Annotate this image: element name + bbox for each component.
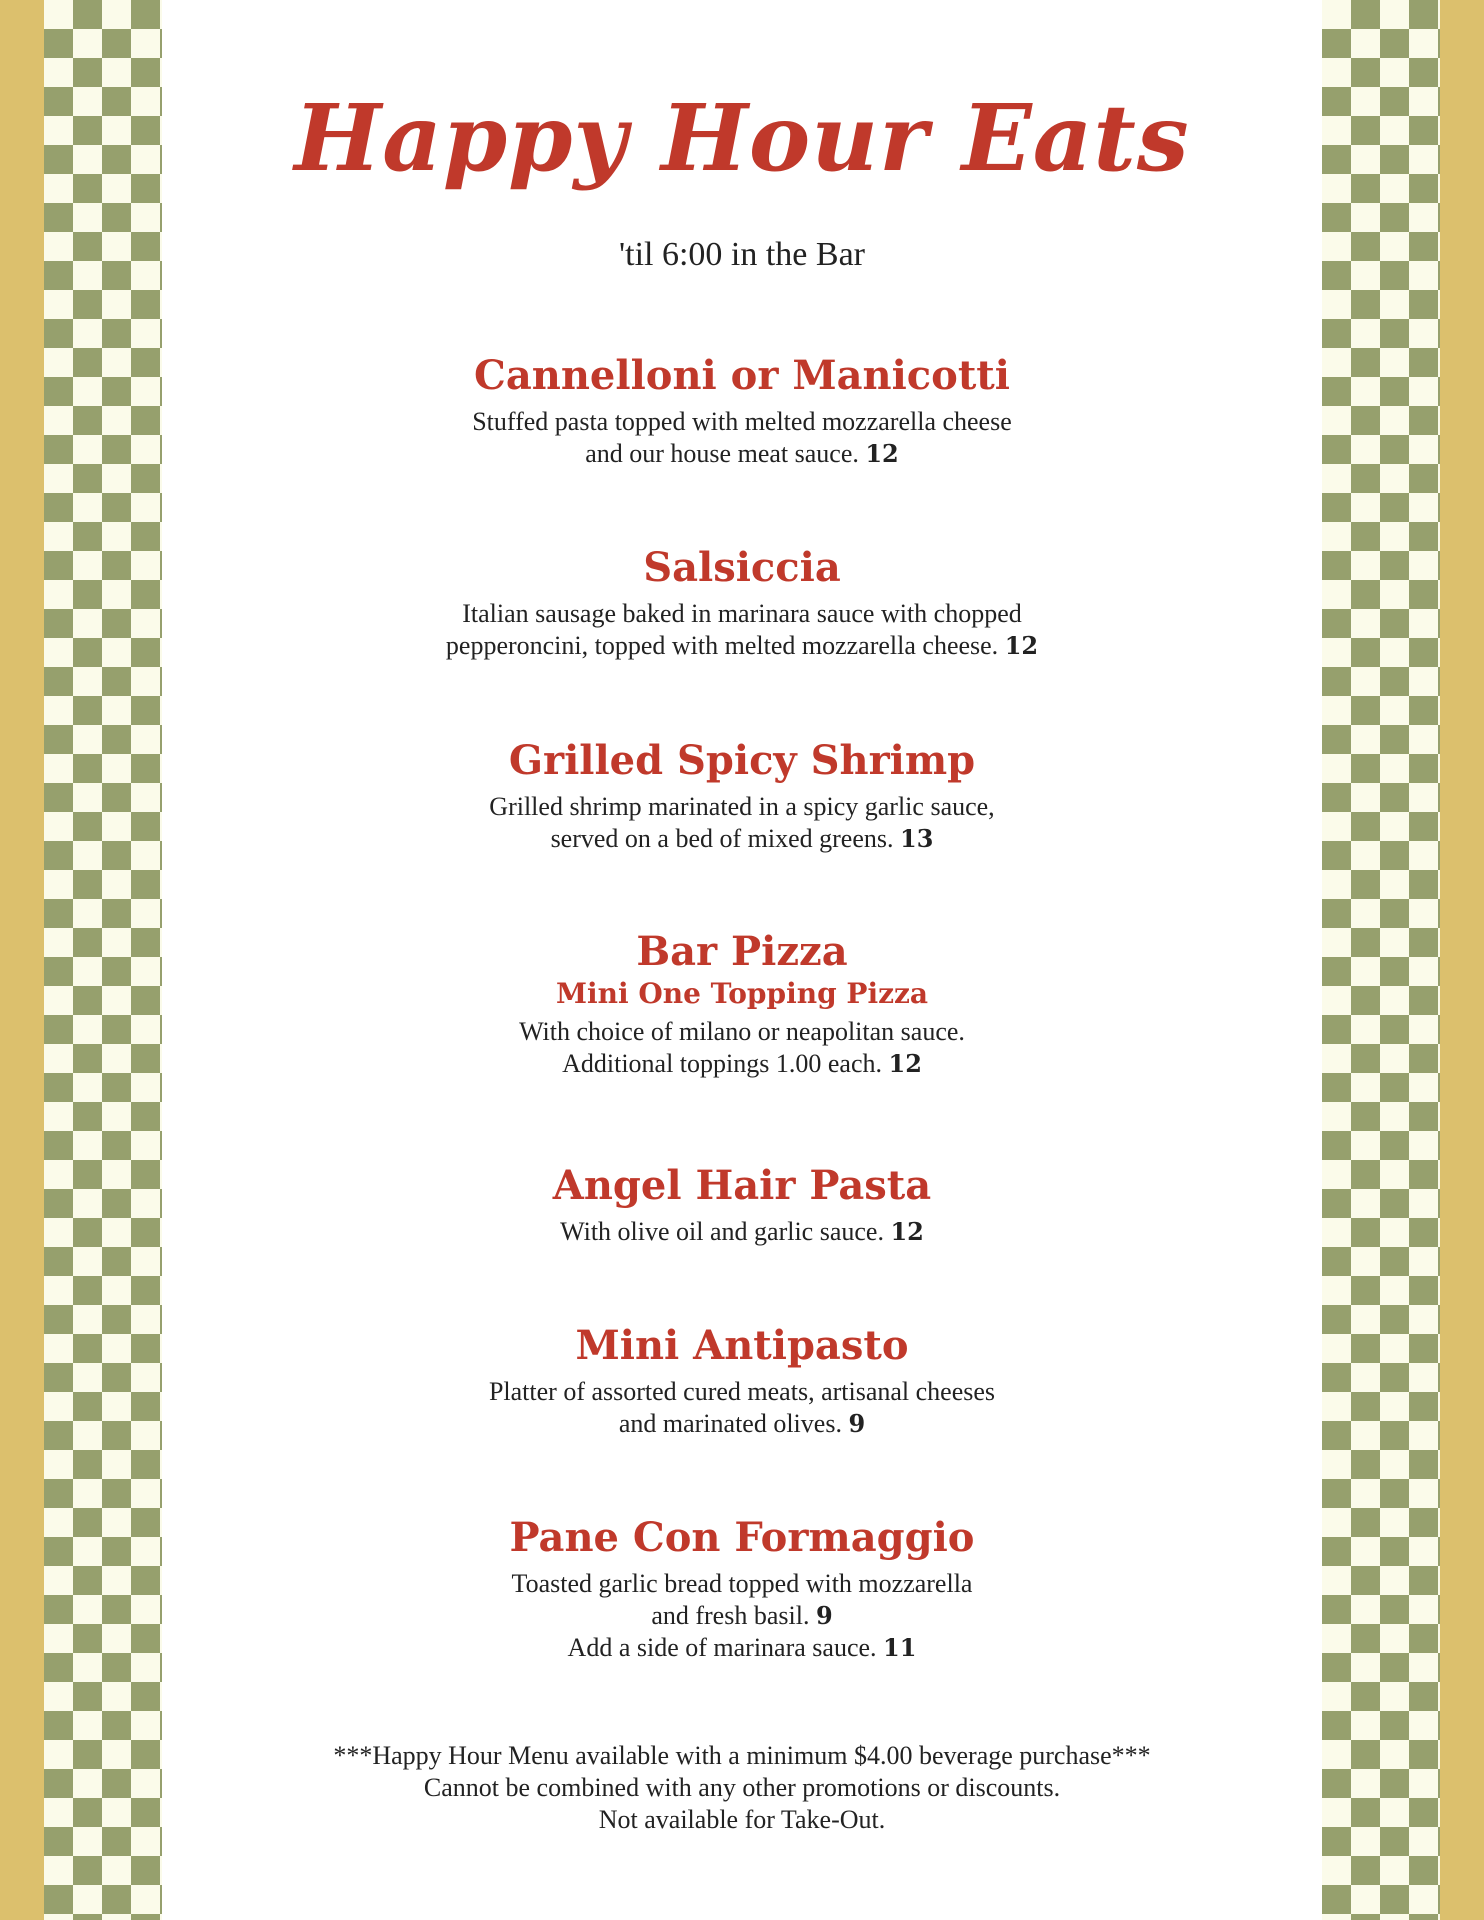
footer-line: Not available for Take-Out. [598,1805,886,1834]
desc-line: With choice of milano or neapolitan sauce. [519,1017,965,1047]
desc-line: served on a bed of mixed greens. [550,824,894,853]
right-gold-border [1440,0,1484,1920]
desc-line: With olive oil and garlic sauce. [560,1217,884,1246]
desc-line: and our house meat sauce. [585,439,859,468]
right-checker-border [1322,0,1440,1920]
item-name: Pane Con Formaggio [509,1514,975,1561]
item-price: 12 [890,1217,924,1246]
item-extra-price: 11 [883,1633,917,1662]
menu-item-salsiccia [162,544,1322,662]
desc-line: Toasted garlic bread topped with mozzarella [511,1569,973,1598]
menu-page [162,0,1322,1920]
footer-line: Cannot be combined with any other promotions or discounts. [423,1773,1061,1802]
item-name: Salsiccia [643,544,841,591]
menu-subtitle: 'til 6:00 in the Bar [619,236,865,273]
left-gold-border [0,0,44,1920]
item-name: Grilled Spicy Shrimp [508,737,976,784]
item-name: Cannelloni or Manicotti [474,352,1010,399]
item-description [162,1376,1322,1440]
item-description [162,406,1322,470]
left-checker-border [44,0,162,1920]
desc-line: Stuffed pasta topped with melted mozzarella cheese [472,407,1012,436]
item-description [162,1568,1322,1664]
item-price: 12 [1004,631,1039,660]
desc-line: and marinated olives. [618,1409,842,1438]
menu-footer [162,1740,1322,1836]
menu-title: Happy Hour Eats [294,84,1190,192]
desc-line: Grilled shrimp marinated in a spicy garlic sauce, [489,792,995,821]
desc-line: Additional toppings 1.00 each. [562,1049,882,1079]
item-price: 13 [900,824,934,853]
desc-line: Add a side of marinara sauce. [567,1633,877,1662]
menu-item-mini-antipasto [162,1322,1322,1440]
desc-line: Italian sausage baked in marinara sauce with chopped [462,599,1022,628]
item-price: 12 [888,1049,922,1079]
item-name: Mini Antipasto [575,1322,909,1369]
menu-item-pane-con-formaggio [162,1514,1322,1664]
desc-line: Platter of assorted cured meats, artisanal cheeses [488,1377,996,1406]
item-description [162,1216,1322,1248]
item-description [162,791,1322,855]
menu-item-cannelloni [162,352,1322,470]
desc-line: pepperoncini, topped with melted mozzarella cheese. [445,631,999,660]
item-description [162,1016,1322,1080]
menu-item-grilled-spicy-shrimp [162,737,1322,855]
footer-line: ***Happy Hour Menu available with a minimum $4.00 beverage purchase*** [333,1741,1151,1770]
item-price: 9 [848,1409,866,1438]
desc-line: and fresh basil. [651,1601,810,1630]
item-price: 12 [865,439,899,468]
item-subtitle: Mini One Topping Pizza [555,977,929,1010]
item-price: 9 [815,1601,833,1630]
menu-item-bar-pizza [162,928,1322,1080]
item-description [162,598,1322,662]
item-name: Angel Hair Pasta [552,1162,932,1209]
menu-item-angel-hair-pasta [162,1162,1322,1248]
item-name: Bar Pizza [636,928,848,975]
